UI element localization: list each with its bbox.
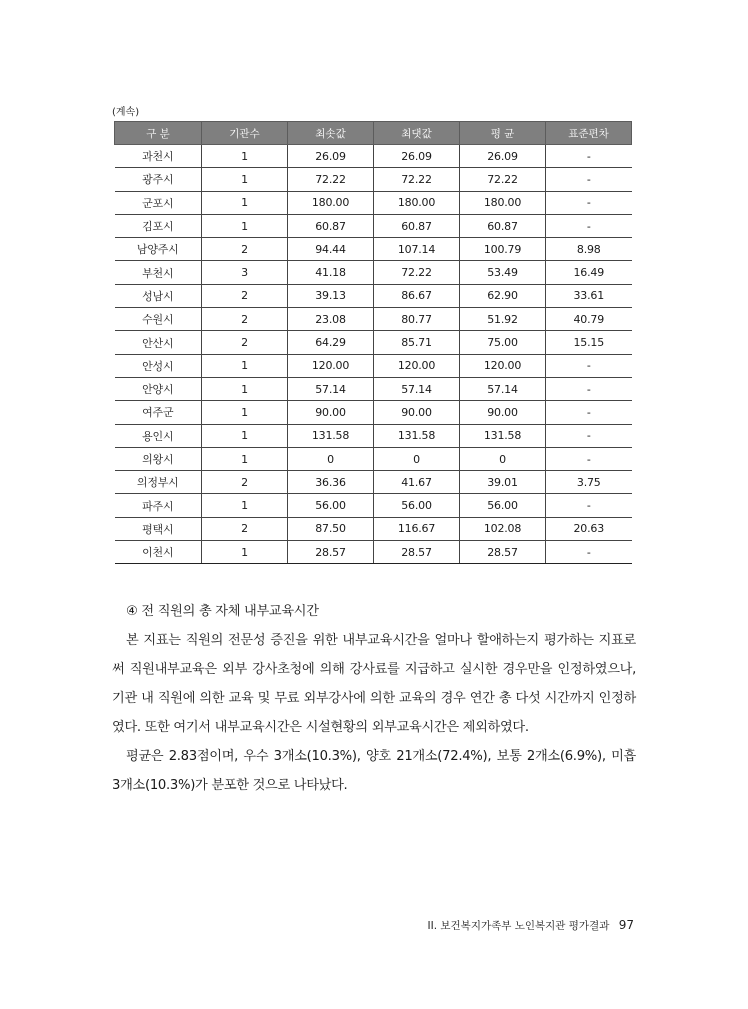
table-body: [115, 145, 632, 564]
table-row: [115, 517, 632, 540]
value-cell: 26.09: [374, 145, 460, 168]
value-cell: 90.00: [288, 401, 374, 424]
region-cell: 평택시: [115, 517, 202, 540]
value-cell: 57.14: [374, 377, 460, 400]
value-cell: -: [546, 354, 632, 377]
header-row: [115, 122, 632, 145]
value-cell: 131.58: [374, 424, 460, 447]
value-cell: 1: [202, 541, 288, 564]
value-cell: 94.44: [288, 238, 374, 261]
value-cell: 57.14: [288, 377, 374, 400]
value-cell: 26.09: [288, 145, 374, 168]
value-cell: 64.29: [288, 331, 374, 354]
value-cell: 131.58: [460, 424, 546, 447]
value-cell: 180.00: [288, 191, 374, 214]
table-row: [115, 331, 632, 354]
region-cell: 과천시: [115, 145, 202, 168]
value-cell: 100.79: [460, 238, 546, 261]
value-cell: 180.00: [374, 191, 460, 214]
value-cell: -: [546, 191, 632, 214]
body-text: [112, 598, 636, 800]
value-cell: 1: [202, 191, 288, 214]
value-cell: 180.00: [460, 191, 546, 214]
table-row: [115, 261, 632, 284]
value-cell: 80.77: [374, 308, 460, 331]
value-cell: 1: [202, 494, 288, 517]
region-cell: 이천시: [115, 541, 202, 564]
value-cell: 1: [202, 424, 288, 447]
value-cell: 56.00: [374, 494, 460, 517]
value-cell: 72.22: [374, 168, 460, 191]
region-cell: 안산시: [115, 331, 202, 354]
value-cell: 33.61: [546, 284, 632, 307]
column-header: 표준편차: [546, 122, 632, 145]
region-cell: 의왕시: [115, 447, 202, 470]
table-row: [115, 424, 632, 447]
value-cell: 23.08: [288, 308, 374, 331]
table-row: [115, 214, 632, 237]
column-header: 기관수: [202, 122, 288, 145]
region-cell: 안성시: [115, 354, 202, 377]
value-cell: 2: [202, 471, 288, 494]
table-row: [115, 168, 632, 191]
value-cell: 90.00: [460, 401, 546, 424]
value-cell: 2: [202, 284, 288, 307]
value-cell: 51.92: [460, 308, 546, 331]
value-cell: 90.00: [374, 401, 460, 424]
region-cell: 김포시: [115, 214, 202, 237]
table-row: [115, 145, 632, 168]
region-cell: 성남시: [115, 284, 202, 307]
region-cell: 안양시: [115, 377, 202, 400]
value-cell: 120.00: [460, 354, 546, 377]
region-cell: 남양주시: [115, 238, 202, 261]
value-cell: 86.67: [374, 284, 460, 307]
value-cell: 1: [202, 401, 288, 424]
table-row: [115, 191, 632, 214]
value-cell: 8.98: [546, 238, 632, 261]
value-cell: 57.14: [460, 377, 546, 400]
table-row: [115, 494, 632, 517]
value-cell: 26.09: [460, 145, 546, 168]
page-number: 97: [618, 918, 634, 932]
region-cell: 용인시: [115, 424, 202, 447]
region-cell: 수원시: [115, 308, 202, 331]
value-cell: 72.22: [288, 168, 374, 191]
table-row: [115, 377, 632, 400]
table-row: [115, 354, 632, 377]
value-cell: 60.87: [374, 214, 460, 237]
value-cell: 39.13: [288, 284, 374, 307]
value-cell: 2: [202, 308, 288, 331]
value-cell: 72.22: [374, 261, 460, 284]
value-cell: 75.00: [460, 331, 546, 354]
value-cell: -: [546, 168, 632, 191]
value-cell: 28.57: [374, 541, 460, 564]
table-row: [115, 401, 632, 424]
table-row: [115, 238, 632, 261]
column-header: 최솟값: [288, 122, 374, 145]
table-row: [115, 447, 632, 470]
paragraph-2: 평균은 2.83점이며, 우수 3개소(10.3%), 양호 21개소(72.4%), 보통 2개소(6.9%), 미흡 3개소(10.3%)가 분포한 것으로 나타났다.: [112, 749, 636, 793]
value-cell: -: [546, 494, 632, 517]
value-cell: -: [546, 145, 632, 168]
value-cell: 16.49: [546, 261, 632, 284]
value-cell: 53.49: [460, 261, 546, 284]
value-cell: -: [546, 447, 632, 470]
value-cell: 1: [202, 354, 288, 377]
value-cell: 72.22: [460, 168, 546, 191]
value-cell: 41.67: [374, 471, 460, 494]
value-cell: 0: [288, 447, 374, 470]
value-cell: 1: [202, 168, 288, 191]
region-cell: 부천시: [115, 261, 202, 284]
value-cell: -: [546, 541, 632, 564]
value-cell: 0: [460, 447, 546, 470]
value-cell: 56.00: [288, 494, 374, 517]
column-header: 최댓값: [374, 122, 460, 145]
value-cell: 28.57: [460, 541, 546, 564]
value-cell: 60.87: [460, 214, 546, 237]
region-cell: 광주시: [115, 168, 202, 191]
value-cell: 1: [202, 447, 288, 470]
value-cell: 2: [202, 238, 288, 261]
running-title: II. 보건복지가족부 노인복지관 평가결과: [427, 920, 610, 932]
region-cell: 의정부시: [115, 471, 202, 494]
table-row: [115, 284, 632, 307]
region-cell: 파주시: [115, 494, 202, 517]
continued-label: (계속): [112, 107, 140, 118]
value-cell: 36.36: [288, 471, 374, 494]
value-cell: 40.79: [546, 308, 632, 331]
value-cell: 15.15: [546, 331, 632, 354]
value-cell: 2: [202, 331, 288, 354]
table-row: [115, 308, 632, 331]
value-cell: 2: [202, 517, 288, 540]
value-cell: 28.57: [288, 541, 374, 564]
value-cell: 56.00: [460, 494, 546, 517]
section-heading: ④ 전 직원의 총 자체 내부교육시간: [126, 604, 319, 619]
value-cell: 120.00: [374, 354, 460, 377]
region-cell: 여주군: [115, 401, 202, 424]
value-cell: 120.00: [288, 354, 374, 377]
column-header: 평 균: [460, 122, 546, 145]
table-header: [115, 122, 632, 145]
value-cell: 131.58: [288, 424, 374, 447]
value-cell: 107.14: [374, 238, 460, 261]
value-cell: -: [546, 214, 632, 237]
value-cell: 3: [202, 261, 288, 284]
value-cell: 87.50: [288, 517, 374, 540]
value-cell: 1: [202, 214, 288, 237]
value-cell: -: [546, 401, 632, 424]
value-cell: 85.71: [374, 331, 460, 354]
column-header: 구 분: [115, 122, 202, 145]
region-cell: 군포시: [115, 191, 202, 214]
value-cell: 116.67: [374, 517, 460, 540]
page-footer: [428, 918, 634, 933]
value-cell: 41.18: [288, 261, 374, 284]
value-cell: 3.75: [546, 471, 632, 494]
value-cell: 1: [202, 145, 288, 168]
statistics-table: [114, 121, 632, 564]
value-cell: 20.63: [546, 517, 632, 540]
value-cell: 102.08: [460, 517, 546, 540]
value-cell: -: [546, 424, 632, 447]
value-cell: 1: [202, 377, 288, 400]
value-cell: 62.90: [460, 284, 546, 307]
paragraph-1: 본 지표는 직원의 전문성 증진을 위한 내부교육시간을 얼마나 할애하는지 평가하는 지표로써 직원내부교육은 외부 강사초청에 의해 강사료를 지급하고 실시한 경우만을 인정하였으나, 기관 내 직원에 의한 교육 및 무료 외부강사에 의한 교육의 경우 연간 총 다섯 시간까지 인정하였다. 또한 여기서 내부교육시간은 시설현황의 외부교육시간은 제외하였다.: [112, 633, 636, 735]
value-cell: 60.87: [288, 214, 374, 237]
value-cell: 0: [374, 447, 460, 470]
table-row: [115, 471, 632, 494]
value-cell: 39.01: [460, 471, 546, 494]
table-row: [115, 541, 632, 564]
value-cell: -: [546, 377, 632, 400]
